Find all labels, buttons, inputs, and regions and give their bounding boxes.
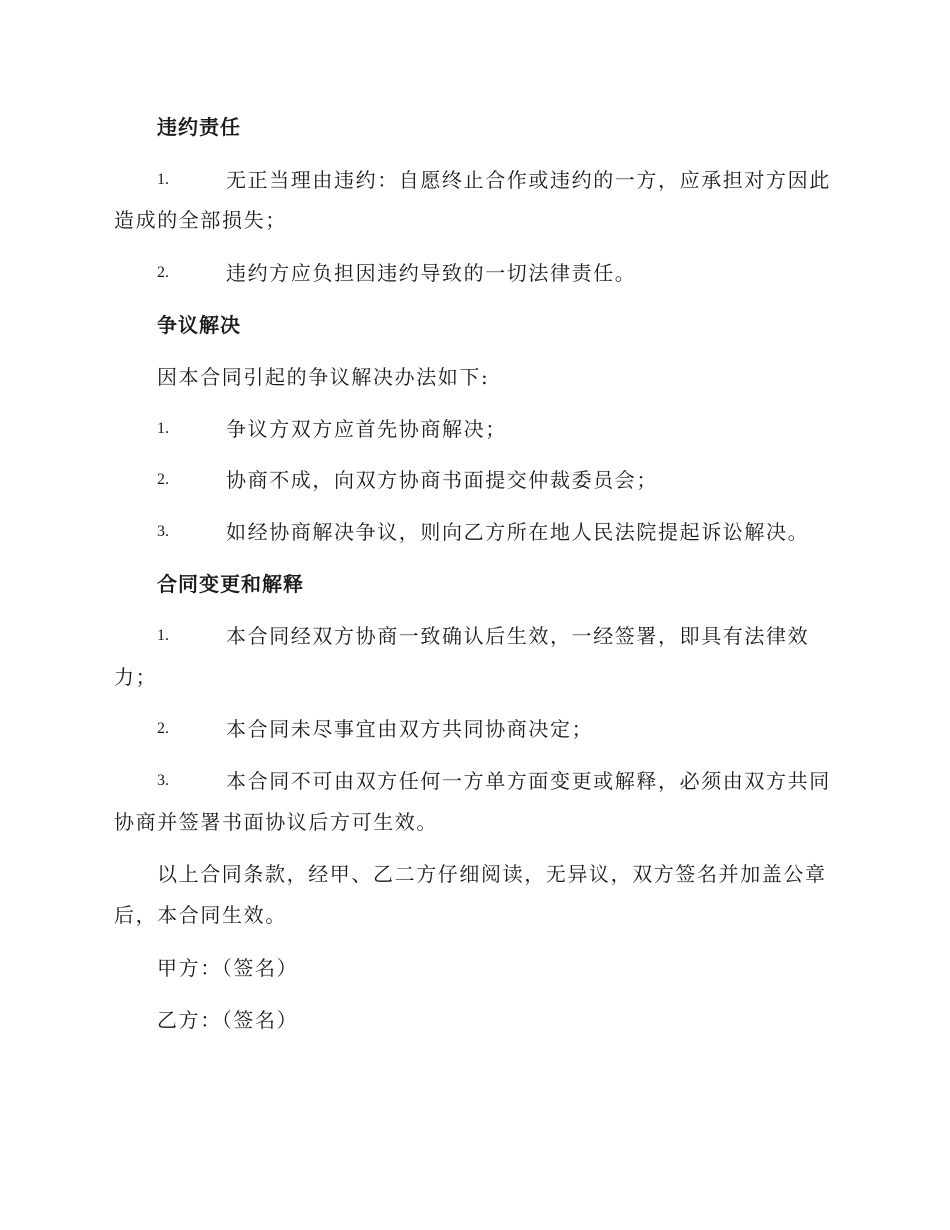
list-item-number: 1. [157, 420, 169, 437]
list-item-text-continued: 造成的全部损失； [114, 208, 287, 232]
list-item-number: 2. [157, 471, 169, 488]
list-item-number: 3. [157, 523, 169, 540]
closing-paragraph-continued: 后，本合同生效。 [114, 903, 287, 927]
section-title-breach: 违约责任 [157, 115, 241, 139]
list-item-text: 本合同不可由双方任何一方单方面变更或解释，必须由双方共同 [226, 769, 831, 793]
list-item-number: 1. [157, 627, 169, 644]
list-item-text: 争议方双方应首先协商解决； [226, 417, 507, 441]
list-item-text-continued: 协商并签署书面协议后方可生效。 [114, 810, 438, 834]
section-title-amendment: 合同变更和解释 [157, 572, 304, 596]
list-item-text: 本合同未尽事宜由双方共同协商决定； [226, 717, 594, 741]
list-item-text: 本合同经双方协商一致确认后生效，一经签署，即具有法律效 [226, 624, 810, 648]
list-item-number: 3. [157, 772, 169, 789]
list-item-number: 2. [157, 264, 169, 281]
list-item-text-continued: 力； [114, 665, 158, 689]
section-intro-dispute: 因本合同引起的争议解决办法如下: [157, 365, 490, 389]
list-item-text: 协商不成，向双方协商书面提交仲裁委员会； [226, 468, 658, 492]
closing-paragraph: 以上合同条款，经甲、乙二方仔细阅读，无异议，双方签名并加盖公章 [157, 862, 827, 886]
list-item-number: 1. [157, 171, 169, 188]
list-item-text: 如经协商解决争议，则向乙方所在地人民法院提起诉讼解决。 [226, 520, 810, 544]
section-title-dispute: 争议解决 [157, 313, 241, 337]
signature-party-b: 乙方：（签名） [157, 1008, 299, 1032]
list-item-text: 违约方应负担因违约导致的一切法律责任。 [226, 261, 637, 285]
list-item-text: 无正当理由违约：自愿终止合作或违约的一方，应承担对方因此 [226, 168, 831, 192]
signature-party-a: 甲方：（签名） [157, 956, 299, 980]
list-item-number: 2. [157, 720, 169, 737]
